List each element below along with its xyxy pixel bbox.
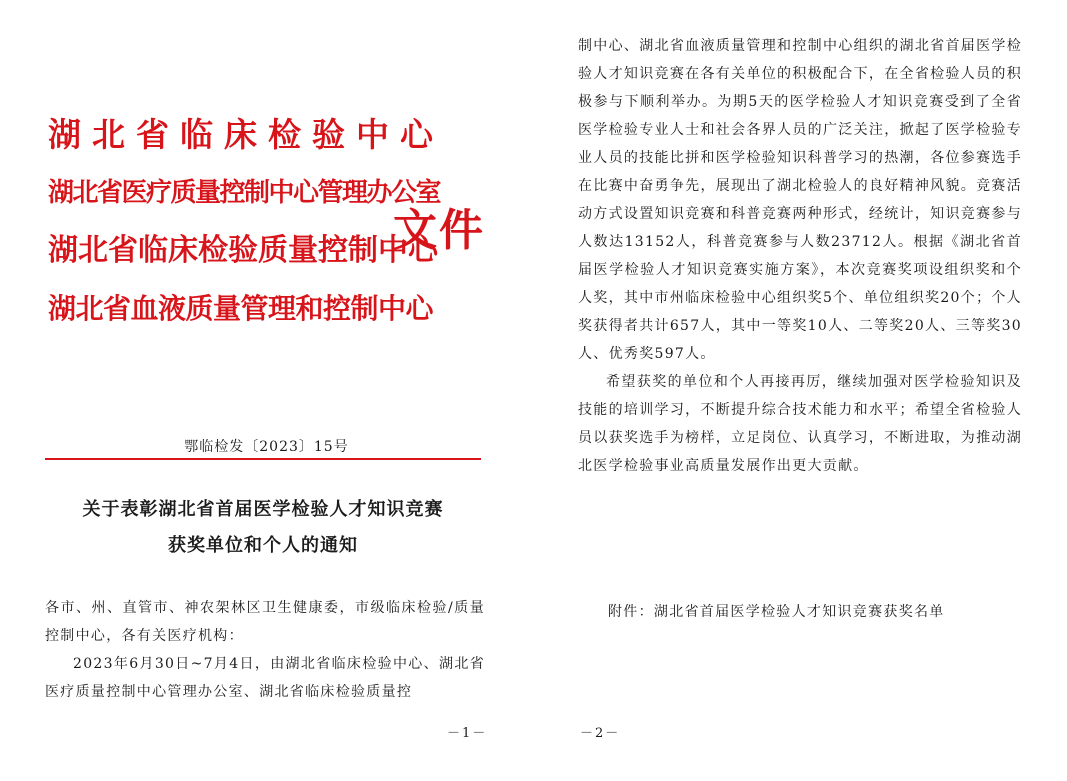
page-number: －1－ (447, 726, 488, 741)
red-divider (45, 458, 481, 460)
issuer-medical-quality-office: 湖北省医疗质量控制中心管理办公室 (48, 178, 441, 208)
document-header-suffix: 文件 (393, 205, 485, 256)
recipients: 各市、州、直管市、神农架林区卫生健康委，市级临床检验/质量控制中心，各有关医疗机构： (45, 600, 485, 644)
document-number: 鄂临检发〔2023〕15号 (184, 439, 349, 455)
attachment-note: 附件：湖北省首届医学检验人才知识竞赛获奖名单 (608, 604, 945, 620)
paragraph-1-continued: 制中心、湖北省血液质量管理和控制中心组织的湖北省首届医学检验人才知识竞赛在各有关单位的积极配合下，在全省检验人员的积极参与下顺利举办。为期5天的医学检验人才知识竞赛受到了全省医学检验专业人士和社会各界人员的广泛关注，掀起了医学检验专业人员的技能比拼和医学检验知识科普学习的热潮，各位参赛选手在比赛中奋勇争先，展现出了湖北检验人的良好精神风貌。竞赛活动方式设置知识竞赛和科普竞赛两种形式，经统计，知识竞赛参与人数达13152人，科普竞赛参与人数23712人。根据《湖北省首届医学检验人才知识竞赛实施方案》，本次竞赛奖项设组织奖和个人奖，其中市州临床检验中心组织奖5个、单位组织奖20个；个人奖获得者共计657人，其中一等奖10人、二等奖20人、三等奖30人、优秀奖597人。 (578, 38, 1022, 362)
title-line-2: 获奖单位和个人的通知 (168, 535, 358, 556)
paragraph-1-start: 2023年6月30日~7月4日，由湖北省临床检验中心、湖北省医疗质量控制中心管理办公室、湖北省临床检验质量控 (45, 656, 485, 700)
issuer-clinical-lab-center: 湖北省临床检验中心 (48, 115, 444, 154)
paragraph-2: 希望获奖的单位和个人再接再厉，继续加强对医学检验知识及技能的培训学习，不断提升综合技术能力和水平；希望全省检验人员以获奖选手为榜样，立足岗位、认真学习，不断进取，为推动湖北医学检验事业高质量发展作出更大贡献。 (578, 374, 1022, 474)
title-line-1: 关于表彰湖北省首届医学检验人才知识竞赛 (82, 499, 444, 520)
right-body (578, 32, 1022, 480)
left-body (45, 594, 485, 706)
document-page-1 (0, 0, 533, 781)
document-title (45, 492, 481, 564)
issuer-blood-quality-center: 湖北省血液质量管理和控制中心 (48, 292, 434, 325)
page-number: －2－ (580, 726, 621, 741)
issuer-lab-quality-control-center: 湖北省临床检验质量控制中心 (48, 233, 438, 268)
